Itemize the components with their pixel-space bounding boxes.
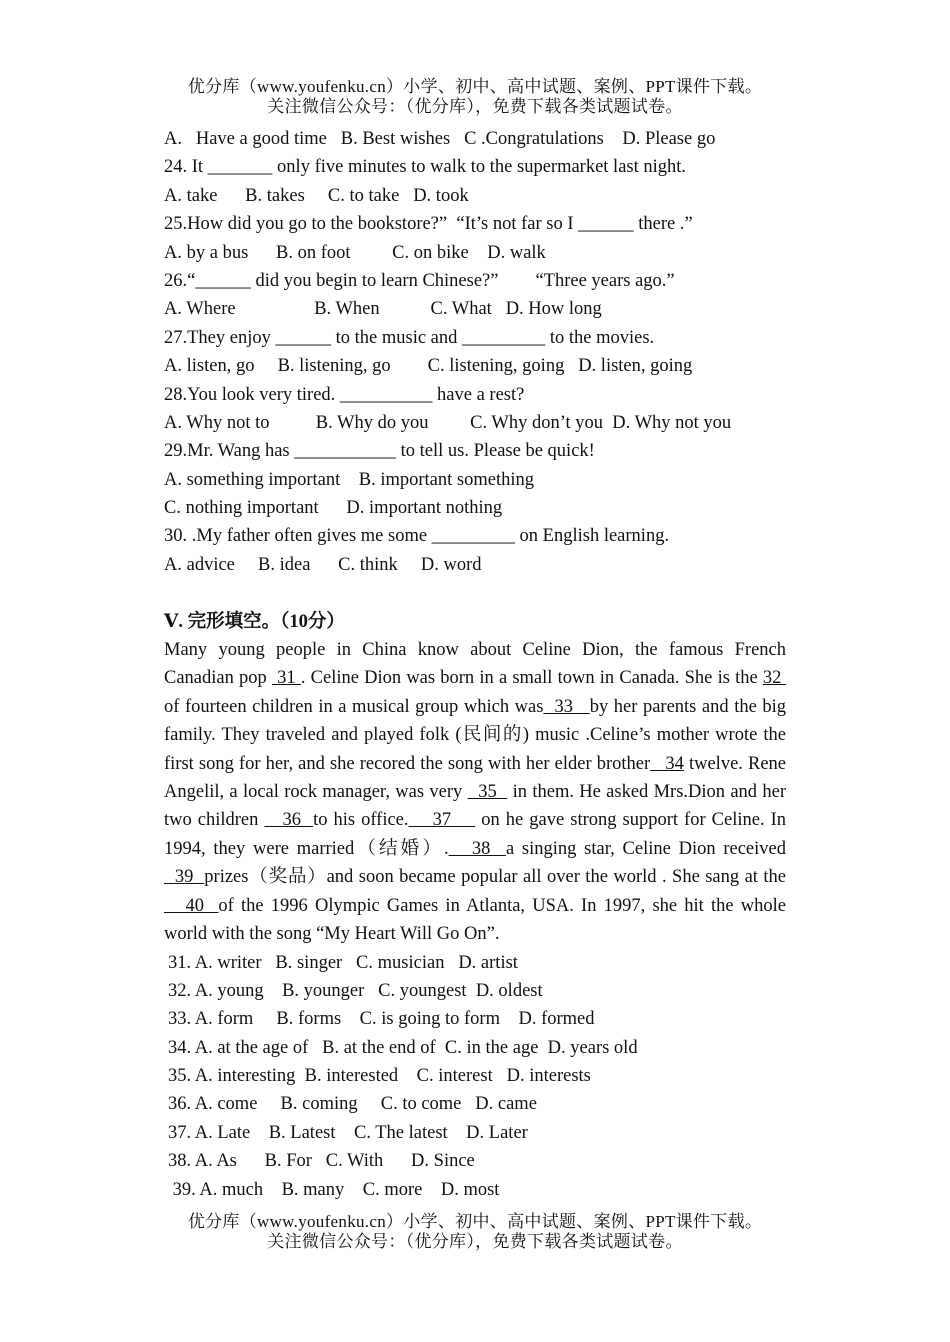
passage-text: of fourteen children in a musical group which was	[164, 696, 544, 717]
cloze-option-line: 37. A. Late B. Latest C. The latest D. Later	[168, 1122, 528, 1143]
cloze-blank: 32	[762, 668, 786, 689]
cloze-option-line: 38. A. As B. For C. With D. Since	[168, 1151, 475, 1172]
cloze-blank: 34	[650, 753, 684, 774]
cloze-blank: 39	[164, 867, 205, 888]
passage-text: of the 1996 Olympic Games in Atlanta, USA. In 1997, she hit the whole world with the song “My Heart Will Go On”.	[164, 895, 786, 945]
question-29	[164, 437, 786, 522]
passage-text: in them. He asked Mrs.Dion and her two children	[164, 782, 786, 831]
question-stem: 29.Mr. Wang has ___________ to tell us. Please be quick!	[164, 441, 595, 462]
cloze-option-line: 36. A. come B. coming C. to come D. came	[168, 1094, 537, 1115]
passage-text: to his office.	[313, 810, 409, 831]
question-stem: 27.They enjoy ______ to the music and _________ to the movies.	[164, 327, 655, 348]
question-options-2: C. nothing important D. important nothing	[164, 498, 503, 519]
question-options: A. Why not to B. Why do you C. Why don’t you D. Why not you	[164, 412, 732, 433]
spacer	[164, 579, 786, 607]
passage-text: . Celine Dion was born in a small town in Canada. She is the	[300, 668, 763, 689]
footer-line-1: 优分库（www.youfenku.cn）小学、初中、高中试题、案例、PPT课件下载。	[187, 1212, 763, 1231]
header-line-1: 优分库（www.youfenku.cn）小学、初中、高中试题、案例、PPT课件下载。	[187, 77, 763, 96]
question-25	[164, 210, 786, 267]
passage-text: by her parents and the big family. They traveled and played folk (民间的) music .Celine’s mother wrote the first song for her, and she recored the song with her elder brother	[164, 696, 787, 774]
question-27	[164, 324, 786, 381]
exam-content	[164, 125, 786, 1204]
cloze-option-line: 39. A. much B. many C. more D. most	[168, 1179, 500, 1200]
question-options: A. listen, go B. listening, go C. listening, going D. listen, going	[164, 356, 693, 377]
cloze-blank: 36	[264, 810, 314, 831]
passage-text: Many young people in China know about Celine Dion, the famous French Canadian pop	[164, 640, 786, 689]
cloze-blank: 40	[164, 895, 219, 916]
question-options: A. take B. takes C. to take D. took	[164, 185, 469, 206]
question-options: A. advice B. idea C. think D. word	[164, 554, 482, 575]
cloze-blank: 38	[448, 838, 506, 859]
cloze-blank: 33	[543, 696, 590, 717]
cloze-option-line: 35. A. interesting B. interested C. interest D. interests	[168, 1066, 591, 1087]
q23-options: A. Have a good time B. Best wishes C .Congratulations D. Please go	[164, 129, 716, 149]
question-stem: 26.“______ did you begin to learn Chinese?” “Three years ago.”	[164, 270, 675, 291]
cloze-options	[164, 949, 786, 1205]
passage-text: on he gave strong support for Celine. In 1994, they were married（结婚）.	[164, 810, 786, 859]
cloze-option-line: 31. A. writer B. singer C. musician D. artist	[168, 952, 518, 973]
passage-text: prizes（奖品）and soon became popular all over the world . She sang at the	[204, 867, 786, 888]
cloze-option-line: 32. A. young B. younger C. youngest D. oldest	[168, 980, 543, 1001]
passage-text: a singing star, Celine Dion received	[505, 838, 786, 859]
passage-text: twelve. Rene Angelil, a local rock manager, was very	[164, 753, 787, 803]
question-30	[164, 522, 786, 579]
page-footer	[0, 1212, 950, 1252]
question-stem: 25.How did you go to the bookstore?” “It’s not far so I ______ there .”	[164, 214, 693, 235]
footer-line-2: 关注微信公众号：（优分库），免费下载各类试题试卷。	[267, 1232, 683, 1251]
question-options: A. by a bus B. on foot C. on bike D. walk	[164, 242, 546, 263]
cloze-passage	[164, 636, 786, 948]
question-stem: 28.You look very tired. __________ have a rest?	[164, 384, 525, 405]
header-line-2: 关注微信公众号：（优分库），免费下载各类试题试卷。	[267, 97, 683, 116]
question-24	[164, 153, 786, 210]
question-28	[164, 381, 786, 438]
question-options: A. something important B. important something	[164, 469, 534, 490]
question-options: A. Where B. When C. What D. How long	[164, 299, 602, 320]
cloze-blank: 31	[271, 668, 301, 689]
section-title: Ⅴ. 完形填空。（10分）	[164, 611, 345, 632]
cloze-option-line: 33. A. form B. forms C. is going to form D. formed	[168, 1009, 595, 1030]
page-header	[0, 77, 950, 117]
cloze-blank: 37	[408, 810, 476, 831]
cloze-blank: 35	[467, 782, 508, 803]
question-stem: 24. It _______ only five minutes to walk to the supermarket last night.	[164, 157, 687, 178]
question-26	[164, 267, 786, 324]
question-stem: 30. .My father often gives me some _________ on English learning.	[164, 526, 670, 547]
cloze-option-line: 34. A. at the age of B. at the end of C. in the age D. years old	[168, 1037, 638, 1058]
